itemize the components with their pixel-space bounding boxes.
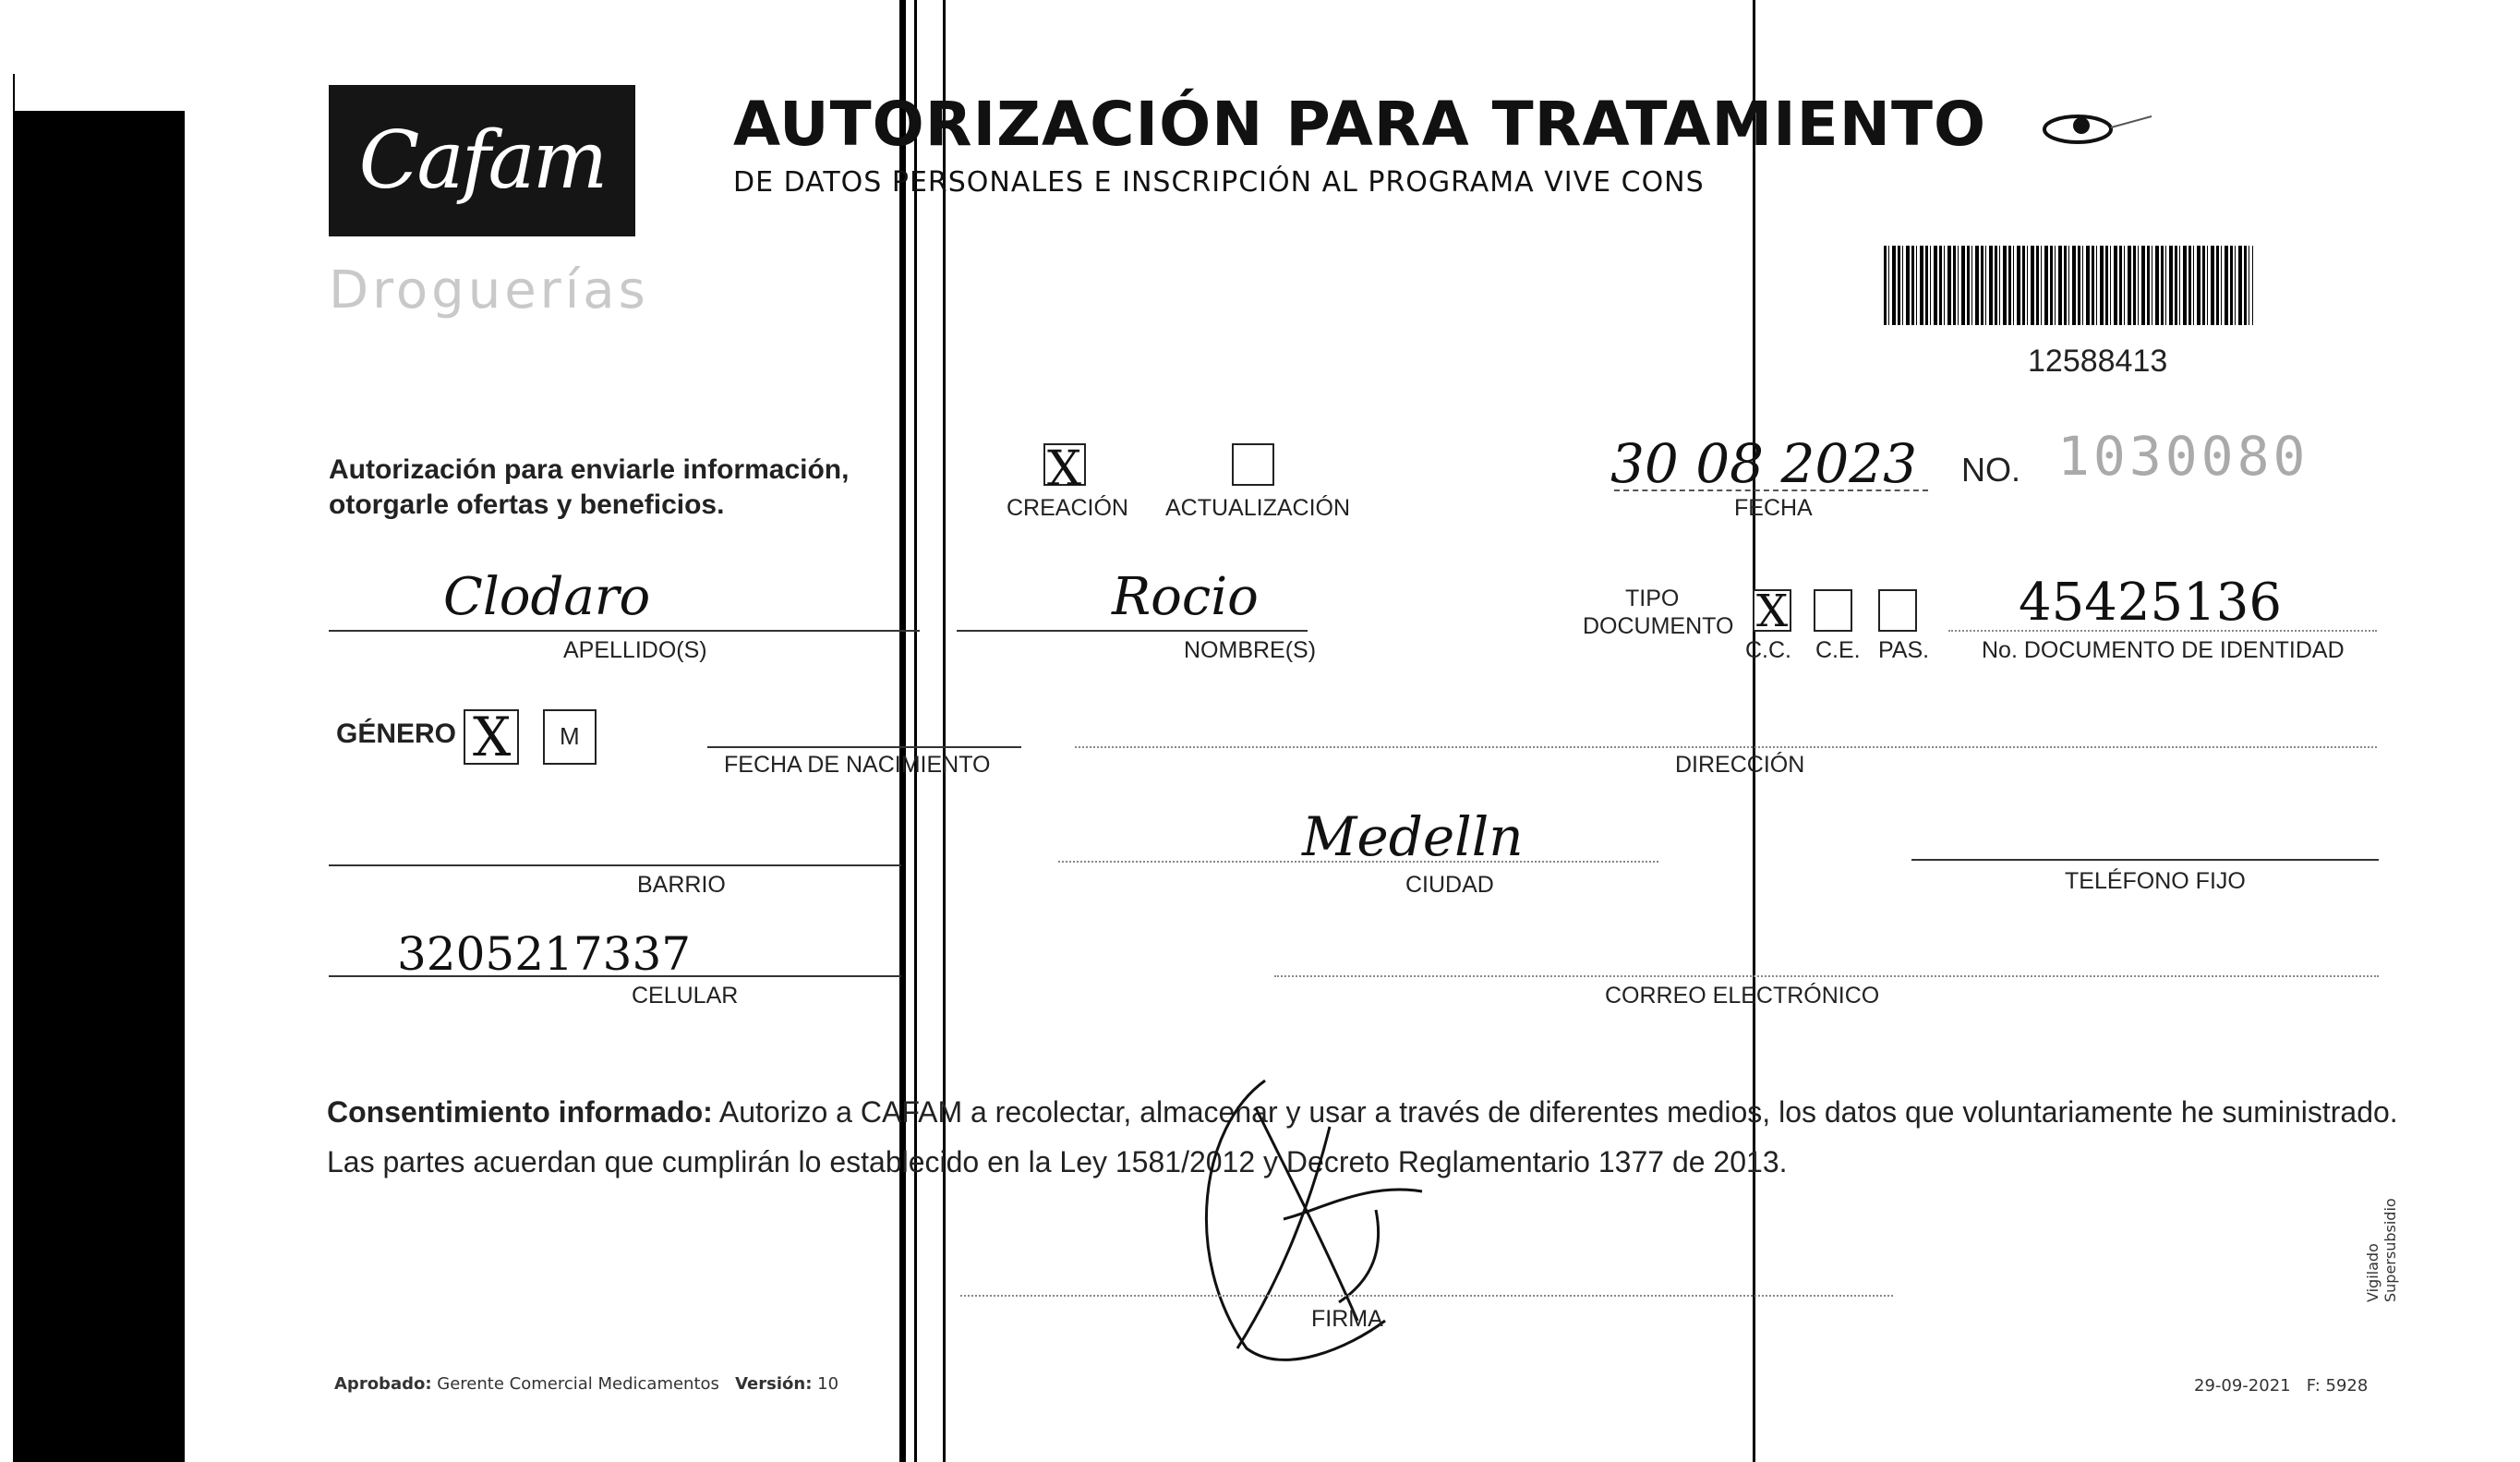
nacimiento-line <box>707 746 1021 748</box>
direccion-label: DIRECCIÓN <box>1675 752 1805 778</box>
ciudad-label: CIUDAD <box>1405 872 1494 898</box>
nombres-value: Rocio <box>1112 567 1259 627</box>
scan-vertical-line <box>899 0 906 1462</box>
actualizacion-label: ACTUALIZACIÓN <box>1165 495 1351 521</box>
aprobado-text: Aprobado: Gerente Comercial Medicamentos Versión: 10 <box>334 1374 839 1394</box>
date-code: 29-09-2021 F: 5928 <box>2194 1376 2369 1396</box>
nacimiento-label: FECHA DE NACIMIENTO <box>724 752 991 778</box>
form-title: AUTORIZACIÓN PARA TRATAMIENTO <box>733 89 1987 160</box>
barcode-number: 12588413 <box>2028 344 2168 379</box>
apellidos-line <box>329 630 920 632</box>
cc-checkbox[interactable]: X <box>1753 589 1791 632</box>
no-value: 1030080 <box>2057 425 2309 488</box>
intro-line-2: otorgarle ofertas y beneficios. <box>329 489 725 520</box>
correo-label: CORREO ELECTRÓNICO <box>1605 983 1880 1009</box>
cafam-logo: Cafam <box>329 85 635 236</box>
scan-vertical-line <box>1753 0 1755 1462</box>
apellidos-value: Clodaro <box>443 567 651 627</box>
direccion-line <box>1075 746 2377 748</box>
scan-vertical-line <box>943 0 946 1462</box>
intro-line-1: Autorización para enviarle información, <box>329 454 850 485</box>
pas-checkbox[interactable] <box>1878 589 1917 632</box>
firma-label: FIRMA <box>1311 1306 1383 1332</box>
genero-f-checkbox[interactable]: X <box>464 709 519 765</box>
genero-m-checkbox[interactable]: M <box>543 709 597 765</box>
documento-value: 45425136 <box>2019 573 2283 633</box>
actualizacion-checkbox[interactable] <box>1232 443 1274 486</box>
ce-label: C.E. <box>1815 637 1861 663</box>
genero-label: GÉNERO <box>336 719 457 749</box>
scan-edge-mark <box>13 74 15 115</box>
celular-value: 3205217337 <box>397 927 692 981</box>
celular-line <box>329 975 901 977</box>
tipo-doc-label: TIPO <box>1625 586 1680 611</box>
eye-logo-icon <box>2032 102 2161 157</box>
no-label: NO. <box>1961 451 2021 489</box>
consent-line-2: Las partes acuerdan que cumplirán lo establecido en la Ley 1581/2012 y Decreto Reglamentario 1377 de 2013. <box>327 1145 1788 1178</box>
pas-label: PAS. <box>1878 637 1930 663</box>
scan-black-margin <box>13 111 185 1462</box>
telefono-label: TELÉFONO FIJO <box>2065 868 2246 894</box>
vigilado-side-text: Vigilado Supersubsidio <box>2364 1198 2399 1302</box>
barcode <box>1884 246 2253 325</box>
fecha-label: FECHA <box>1734 495 1813 521</box>
fecha-line <box>1614 489 1928 491</box>
scan-vertical-line <box>914 0 917 1462</box>
barrio-label: BARRIO <box>637 872 726 898</box>
telefono-line <box>1911 859 2379 861</box>
barrio-line <box>329 864 901 866</box>
correo-line <box>1274 975 2379 977</box>
fecha-value: 30 08 2023 <box>1610 432 1918 495</box>
ciudad-line <box>1058 861 1658 863</box>
nombres-line <box>957 630 1308 632</box>
tipo-doc-label-2: DOCUMENTO <box>1583 613 1734 639</box>
firma-line <box>960 1295 1893 1297</box>
documento-label: No. DOCUMENTO DE IDENTIDAD <box>1982 637 2345 663</box>
apellidos-label: APELLIDO(S) <box>563 637 707 663</box>
consent-line-1: Consentimiento informado: Autorizo a CAFAM a recolectar, almacenar y usar a través de diferentes medios, los datos que voluntariamente he suministrado. <box>327 1095 2398 1129</box>
cc-label: C.C. <box>1745 637 1791 663</box>
creacion-checkbox[interactable]: X <box>1043 443 1086 486</box>
creacion-label: CREACIÓN <box>1007 495 1128 521</box>
nombres-label: NOMBRE(S) <box>1184 637 1317 663</box>
documento-line <box>1948 630 2377 632</box>
celular-label: CELULAR <box>632 983 739 1009</box>
ciudad-value: Medelln <box>1302 805 1524 868</box>
form-subtitle: DE DATOS PERSONALES E INSCRIPCIÓN AL PROGRAMA VIVE CONS <box>733 166 1705 199</box>
logo-subtitle: Droguerías <box>329 260 649 320</box>
ce-checkbox[interactable] <box>1814 589 1852 632</box>
